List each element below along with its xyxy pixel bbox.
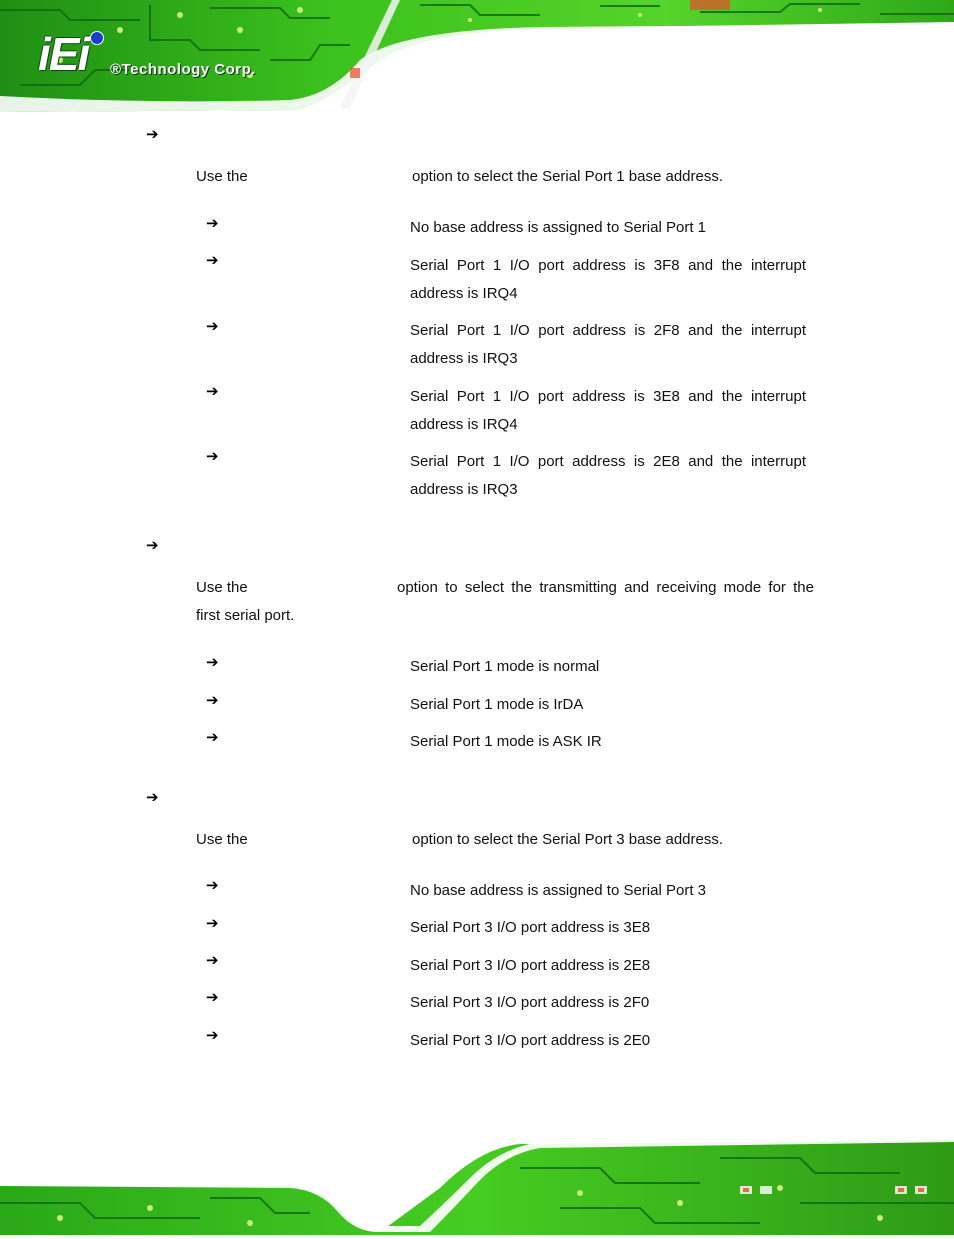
option-description: Serial Port 1 I/O port address is 3F8 and the interrupt — [410, 257, 806, 274]
option-arrow-icon: ➔ — [206, 251, 219, 269]
option-arrow-icon: ➔ — [206, 914, 219, 932]
pcb-header-graphic — [0, 0, 954, 112]
option-description: Serial Port 1 I/O port address is 2F8 and the interrupt — [410, 322, 806, 339]
option-arrow-icon: ➔ — [206, 382, 219, 400]
section-intro-end: option to select the transmitting and receiving mode for the — [397, 579, 814, 596]
section-intro-start: Use the — [196, 831, 248, 848]
option-description: Serial Port 3 I/O port address is 2E0 — [410, 1032, 651, 1049]
footer-banner — [0, 1128, 954, 1235]
section-intro-end: option to select the Serial Port 1 base address. — [412, 168, 724, 185]
option-description-cont: address is IRQ4 — [410, 416, 518, 433]
section-intro-cont: first serial port. — [196, 607, 295, 624]
option-arrow-icon: ➔ — [206, 447, 219, 465]
option-description: Serial Port 1 mode is normal — [410, 658, 600, 675]
section-intro-start: Use the — [196, 579, 248, 596]
option-arrow-icon: ➔ — [206, 653, 219, 671]
option-description-cont: address is IRQ3 — [410, 481, 518, 498]
option-description: Serial Port 3 I/O port address is 2E8 — [410, 957, 651, 974]
option-arrow-icon: ➔ — [206, 728, 219, 746]
section-arrow-icon: ➔ — [146, 125, 159, 143]
option-description: Serial Port 1 mode is IrDA — [410, 696, 584, 713]
company-logo-text: ®Technology Corp. — [110, 61, 256, 78]
option-arrow-icon: ➔ — [206, 876, 219, 894]
company-logo-mark: iEi — [38, 28, 89, 80]
option-arrow-icon: ➔ — [206, 691, 219, 709]
option-description: Serial Port 1 mode is ASK IR — [410, 733, 602, 750]
section-intro-start: Use the — [196, 168, 248, 185]
option-description: Serial Port 1 I/O port address is 2E8 and the interrupt — [410, 453, 806, 470]
option-description-cont: address is IRQ3 — [410, 350, 518, 367]
option-description-cont: address is IRQ4 — [410, 285, 518, 302]
option-description: Serial Port 3 I/O port address is 3E8 — [410, 919, 651, 936]
option-arrow-icon: ➔ — [206, 951, 219, 969]
section-arrow-icon: ➔ — [146, 536, 159, 554]
header-banner — [0, 0, 954, 112]
section-intro-end: option to select the Serial Port 3 base address. — [412, 831, 724, 848]
option-arrow-icon: ➔ — [206, 214, 219, 232]
option-description: Serial Port 3 I/O port address is 2F0 — [410, 994, 650, 1011]
option-description: No base address is assigned to Serial Port 1 — [410, 219, 706, 236]
option-arrow-icon: ➔ — [206, 317, 219, 335]
option-description: No base address is assigned to Serial Port 3 — [410, 882, 706, 899]
option-arrow-icon: ➔ — [206, 988, 219, 1006]
option-arrow-icon: ➔ — [206, 1026, 219, 1044]
logo-dot-icon — [90, 31, 104, 45]
option-description: Serial Port 1 I/O port address is 3E8 and the interrupt — [410, 388, 806, 405]
section-arrow-icon: ➔ — [146, 788, 159, 806]
pcb-footer-graphic — [0, 1128, 954, 1235]
